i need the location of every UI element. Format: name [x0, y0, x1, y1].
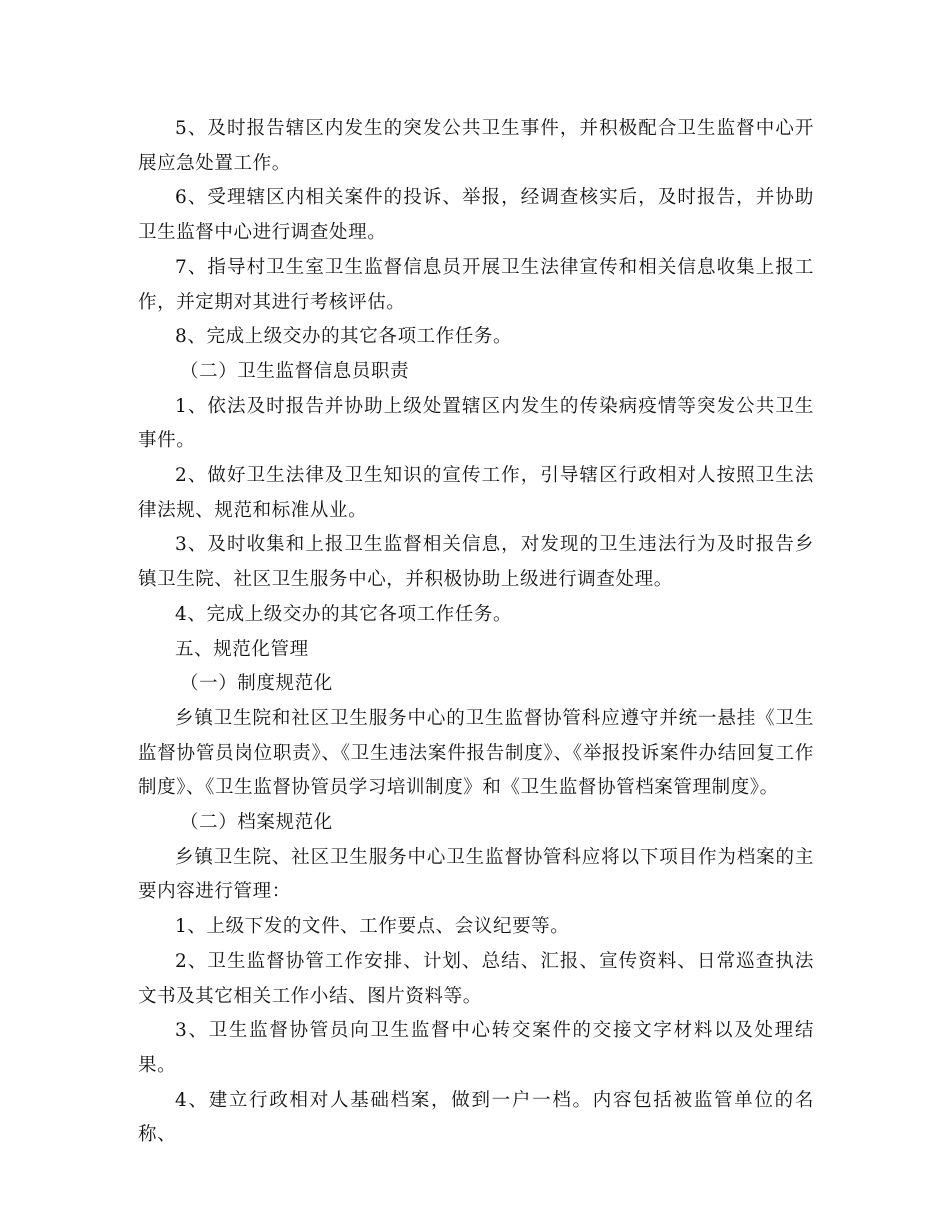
- paragraph-item-7: 7、指导村卫生室卫生监督信息员开展卫生法律宣传和相关信息收集上报工作，并定期对其进行考核评估。: [138, 256, 814, 313]
- paragraph-archive-1: 1、上级下发的文件、工作要点、会议纪要等。: [175, 916, 570, 938]
- paragraph-duty-3: 3、及时收集和上报卫生监督相关信息，对发现的卫生违法行为及时报告乡镇卫生院、社区卫生服务中心，并积极协助上级进行调查处理。: [138, 534, 814, 591]
- paragraph-item-8: 8、完成上级交办的其它各项工作任务。: [175, 326, 513, 348]
- section-heading-info-officer-duties: （二）卫生监督信息员职责: [180, 360, 410, 382]
- paragraph-duty-4: 4、完成上级交办的其它各项工作任务。: [175, 603, 513, 625]
- paragraph-archive-2: 2、卫生监督协管工作安排、计划、总结、汇报、宣传资料、日常巡查执法文书及其它相关工作小结、图片资料等。: [138, 950, 814, 1007]
- section-heading-archive-standardization: （二）档案规范化: [180, 812, 333, 834]
- paragraph-duty-2: 2、做好卫生法律及卫生知识的宣传工作，引导辖区行政相对人按照卫生法律法规、规范和标准从业。: [138, 465, 814, 521]
- section-heading-standardized-management: 五、规范化管理: [175, 638, 309, 660]
- paragraph-item-6: 6、受理辖区内相关案件的投诉、举报，经调查核实后，及时报告，并协助卫生监督中心进行调查处理。: [138, 187, 814, 244]
- paragraph-archive-3: 3、卫生监督协管员向卫生监督中心转交案件的交接文字材料以及处理结果。: [138, 1020, 814, 1076]
- document-body: [138, 112, 814, 1153]
- paragraph-archive-intro: 乡镇卫生院、社区卫生服务中心卫生监督协管科应将以下项目作为档案的主要内容进行管理：: [138, 846, 814, 903]
- section-heading-system-standardization: （一）制度规范化: [180, 673, 333, 695]
- paragraph-system-rules: 乡镇卫生院和社区卫生服务中心的卫生监督协管科应遵守并统一悬挂《卫生监督协管员岗位职责》、《卫生违法案件报告制度》、《举报投诉案件办结回复工作制度》、《卫生监督协管员学习培训制度》和《卫生监督协管档案管理制度》。: [138, 707, 814, 799]
- paragraph-archive-4: 4、建立行政相对人基础档案，做到一户一档。内容包括被监管单位的名称、: [138, 1089, 814, 1146]
- paragraph-duty-1: 1、依法及时报告并协助上级处置辖区内发生的传染病疫情等突发公共卫生事件。: [138, 395, 814, 452]
- paragraph-item-5: 5、及时报告辖区内发生的突发公共卫生事件，并积极配合卫生监督中心开展应急处置工作。: [138, 118, 814, 174]
